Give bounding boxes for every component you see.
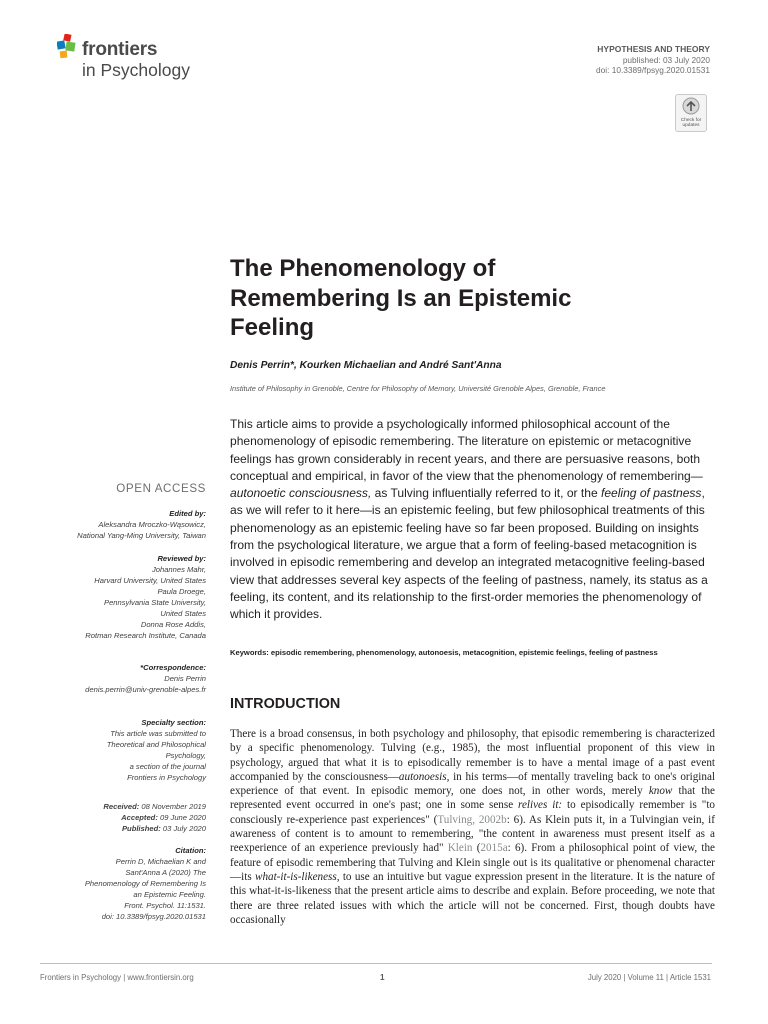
abstract-text-3: , as we will refer to it here—is an epistemic feeling, but few philosophical treatments of this phenomenology as an epistemic feeling have so far been proposed. Building on insights from the psychological literature, we argue that a form of feeling-based metacognition is involved in episodic remembering and develop an integrated metacognitive feeling-based view that addresses several key aspects of the feeling of pastness, namely, its status as a feeling, its content, and its relationship to the first-order memories the phenomenology of which it provides. <box>230 486 708 622</box>
abstract-italic-2: feeling of pastness <box>601 486 702 501</box>
correspondence-section <box>40 662 206 695</box>
section-heading-introduction: INTRODUCTION <box>230 696 341 712</box>
introduction-body <box>230 727 715 927</box>
accepted-date: 09 June 2020 <box>157 813 206 822</box>
check-for-updates-icon <box>676 95 706 119</box>
abstract-italic-1: autonoetic consciousness, <box>230 486 372 501</box>
frontiers-logo-icon <box>57 34 81 60</box>
badge-label-1: Check for <box>680 118 702 123</box>
body-text: to use an intuitive but vague expression present in the literature. It is the nature of this what-it-is-likeness that the present article aims to describe and explain. Before proceeding, we note that there are three related issues with which the article will not be concerned. First, though doubts have occasionally <box>230 870 716 926</box>
author-affiliation: Institute of Philosophy in Grenoble, Centre for Philosophy of Memory, Université Grenoble Alpes, Grenoble, France <box>230 384 606 393</box>
badge-label-2: updates <box>682 123 700 129</box>
received-date: 08 November 2019 <box>139 802 206 811</box>
accepted-label: Accepted: <box>121 813 158 822</box>
citation-line: Sant'Anna A (2020) The <box>125 868 206 877</box>
body-italic: relives it: <box>518 799 563 812</box>
specialty-line: Frontiers in Psychology <box>127 773 206 782</box>
citation-heading: Citation: <box>175 846 206 855</box>
citation-line: Perrin D, Michaelian K and <box>115 857 206 866</box>
reviewer-affiliation: Pennsylvania State University, <box>104 598 206 607</box>
title-line-1: The Phenomenology of <box>230 255 496 282</box>
specialty-heading: Specialty section: <box>141 718 206 727</box>
specialty-line: a section of the journal <box>129 762 206 771</box>
abstract-text-2: as Tulving influentially referred to it, or the <box>371 486 601 501</box>
reviewed-by-heading: Reviewed by: <box>157 554 206 563</box>
footer-journal-link[interactable]: Frontiers in Psychology | www.frontiersin.org <box>40 973 194 982</box>
reviewer-name: Paula Droege, <box>157 587 206 596</box>
body-text: in his terms—of mentally traveling back to one's original experience of that event. In episodic memory, one does not, in other words, merely <box>230 770 715 798</box>
journal-logo[interactable] <box>57 34 207 84</box>
body-text: : 6). As Klein puts it, in a Tulvingian vein, if awareness of content is to amount to remembering, "the content in awareness must present itself as a reexperience of an experience previously had" <box>230 813 715 855</box>
published-row <box>40 823 206 834</box>
reviewer-name: Johannes Mahr, <box>151 565 206 574</box>
page-number: 1 <box>380 973 385 982</box>
correspondence-name: Denis Perrin <box>164 674 206 683</box>
keywords: Keywords: episodic remembering, phenomenology, autonoesis, metacognition, epistemic feelings, feeling of pastness <box>230 648 658 657</box>
article-title <box>230 254 700 343</box>
abstract <box>230 416 714 624</box>
correspondence-email[interactable]: denis.perrin@univ-grenoble-alpes.fr <box>85 685 206 694</box>
article-header-meta <box>596 44 710 76</box>
published-date: published: 03 July 2020 <box>622 54 710 65</box>
title-line-2: Remembering Is an Epistemic <box>230 284 572 312</box>
citation-line: Front. Psychol. 11:1531. <box>124 901 206 910</box>
body-text: ( <box>472 842 481 855</box>
specialty-line: Psychology, <box>165 751 206 760</box>
body-italic: what-it-is-likeness, <box>255 870 340 883</box>
article-type: HYPOTHESIS AND THEORY <box>597 44 710 54</box>
reviewer-affiliation: Harvard University, United States <box>94 576 206 585</box>
published-label: Published: <box>121 824 161 833</box>
dates-section <box>40 801 206 834</box>
abstract-text-1: This article aims to provide a psychologically informed philosophical account of the phenomenology of episodic remembering. The literature on epistemic or metacognitive feelings has grown considerably in recent years, and there are persuasive reasons, both conceptual and empirical, in favor of the view that the phenomenology of remembering— <box>230 417 703 483</box>
open-access-label: OPEN ACCESS <box>116 482 206 495</box>
body-italic: know <box>648 785 673 798</box>
reviewed-by-section <box>40 553 206 641</box>
body-text: to episodically remember is "to consciously re-experience past experiences" ( <box>230 799 715 826</box>
citation-link-tulving[interactable]: Tulving, 2002b <box>437 813 507 826</box>
citation-line: an Epistemic Feeling. <box>133 890 206 899</box>
published-sidebar-date: 03 July 2020 <box>160 824 206 833</box>
edited-by-heading: Edited by: <box>169 509 206 518</box>
body-text: There is a broad consensus, in both psychology and philosophy, that episodic remembering is characterized by a specific phenomenology. Tulving (e.g., 1985), the most influential proponent of this view in psychology, argued that what it is to episodically remember is to have a mental image of a past event accompanied by the consciousness— <box>230 728 715 783</box>
correspondence-heading: *Correspondence: <box>140 663 206 672</box>
footer-issue-info: July 2020 | Volume 11 | Article 1531 <box>587 973 711 982</box>
citation-section <box>40 845 206 922</box>
title-line-3: Feeling <box>230 314 315 341</box>
editor-name: Aleksandra Mroczko-Wąsowicz, <box>98 520 206 529</box>
author-list: Denis Perrin*, Kourken Michaelian and André Sant'Anna <box>230 360 502 371</box>
accepted-row <box>40 812 206 823</box>
body-text: : 6). From a philosophical point of view, the feature of episodic remembering that Tulving and Klein single out is its qualitative or phenomenal character—its <box>230 842 715 883</box>
received-row <box>40 801 206 812</box>
check-for-updates-badge[interactable] <box>675 94 707 132</box>
reviewer-name: Donna Rose Addis, <box>140 620 206 629</box>
body-italic: autonoesis, <box>398 770 450 783</box>
received-label: Received: <box>103 802 140 811</box>
specialty-section <box>40 717 206 783</box>
editor-affiliation: National Yang-Ming University, Taiwan <box>77 531 206 540</box>
specialty-line: This article was submitted to <box>110 729 206 738</box>
journal-name-line2: in Psychology <box>82 60 190 80</box>
citation-link-klein[interactable]: Klein <box>447 842 473 855</box>
journal-name-line1: frontiers <box>82 39 158 60</box>
citation-link-klein-year[interactable]: 2015a <box>480 842 508 855</box>
reviewer-affiliation: Rotman Research Institute, Canada <box>85 631 206 640</box>
doi[interactable]: doi: 10.3389/fpsyg.2020.01531 <box>596 65 710 75</box>
citation-line: Phenomenology of Remembering Is <box>84 879 206 888</box>
citation-doi[interactable]: doi: 10.3389/fpsyg.2020.01531 <box>101 912 206 921</box>
reviewer-affiliation: United States <box>160 609 206 618</box>
edited-by-section <box>40 508 206 541</box>
body-text: that the represented event occurred in one's past; one in some sense <box>230 785 715 812</box>
footer-divider <box>40 963 712 964</box>
specialty-line: Theoretical and Philosophical <box>106 740 206 749</box>
